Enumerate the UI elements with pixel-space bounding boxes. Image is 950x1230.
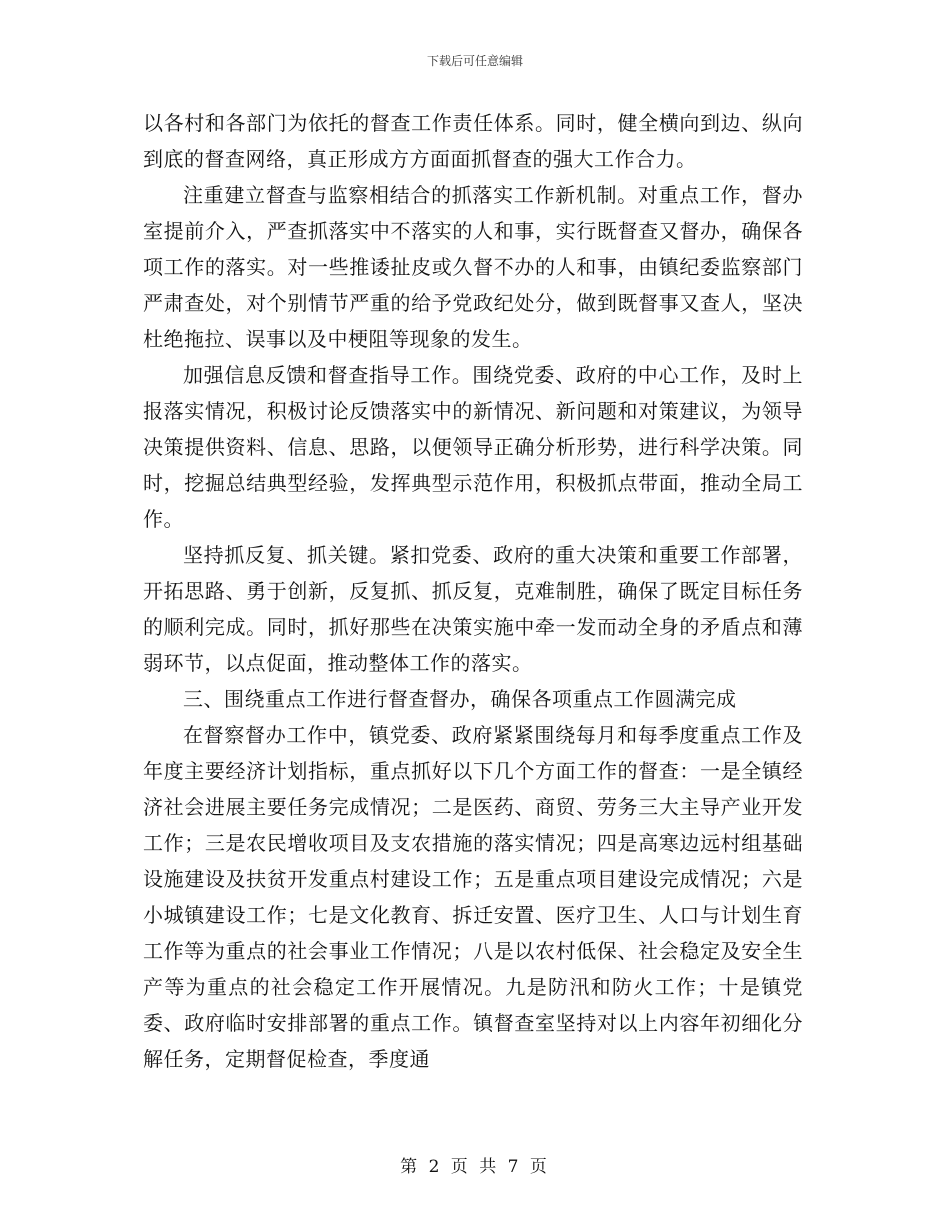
paragraph-2: 注重建立督查与监察相结合的抓落实工作新机制。对重点工作，督办室提前介入，严查抓落实中不落实的人和事，实行既督查又督办，确保各项工作的落实。对一些推诿扯皮或久督不办的人和事，由镇纪委监察部门严肃查处，对个别情节严重的给予党政纪处分，做到既督事又查人，坚决杜绝拖拉、误事以及中梗阻等现象的发生。 bbox=[143, 183, 803, 351]
paragraph-1: 以各村和各部门为依托的督查工作责任体系。同时，健全横向到边、纵向到底的督查网络，真正形成方方面面抓督查的强大工作合力。 bbox=[143, 111, 803, 171]
page-number: 第 2 页 共 7 页 bbox=[400, 1157, 550, 1177]
section-heading-3: 三、围绕重点工作进行督查督办，确保各项重点工作圆满完成 bbox=[183, 687, 737, 711]
paragraph-5: 在督察督办工作中，镇党委、政府紧紧围绕每月和每季度重点工作及年度主要经济计划指标，重点抓好以下几个方面工作的督查：一是全镇经济社会进展主要任务完成情况；二是医药、商贸、劳务三大主导产业开发工作；三是农民增收项目及支农措施的落实情况；四是高寒边远村组基础设施建设及扶贫开发重点村建设工作；五是重点项目建设完成情况；六是小城镇建设工作；七是文化教育、拆迁安置、医疗卫生、人口与计划生育工作等为重点的社会事业工作情况；八是以农村低保、社会稳定及安全生产等为重点的社会稳定工作开展情况。九是防汛和防火工作；十是镇党委、政府临时安排部署的重点工作。镇督查室坚持对以上内容年初细化分解任务，定期督促检查，季度通 bbox=[143, 723, 803, 1071]
header-note: 下载后可任意编辑 bbox=[426, 54, 523, 68]
paragraph-3: 加强信息反馈和督查指导工作。围绕党委、政府的中心工作，及时上报落实情况，积极讨论反馈落实中的新情况、新问题和对策建议，为领导决策提供资料、信息、思路，以便领导正确分析形势，进行科学决策。同时，挖掘总结典型经验，发挥典型示范作用，积极抓点带面，推动全局工作。 bbox=[143, 363, 803, 531]
paragraph-4: 坚持抓反复、抓关键。紧扣党委、政府的重大决策和重要工作部署，开拓思路、勇于创新，反复抓、抓反复，克难制胜，确保了既定目标任务的顺利完成。同时，抓好那些在决策实施中牵一发而动全身的矛盾点和薄弱环节，以点促面，推动整体工作的落实。 bbox=[143, 543, 803, 675]
document-body bbox=[143, 105, 803, 1077]
